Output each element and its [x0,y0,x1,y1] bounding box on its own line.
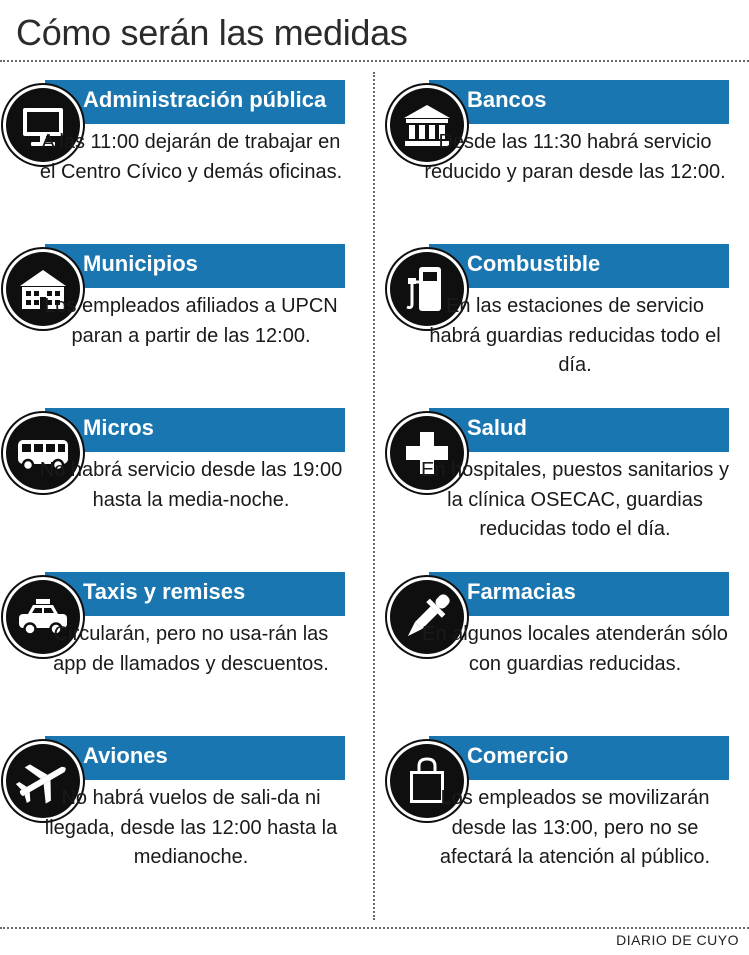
item-text: No habrá servicio desde las 19:00 hasta la media-noche. [39,459,343,511]
item-taxis [6,564,346,714]
item-micros [6,400,346,550]
item-title: Bancos [429,80,729,124]
item-farmacias [390,564,730,714]
item-title: Administración pública [45,80,345,124]
item-text: A las 11:00 dejarán de trabajar en el Centro Cívico y demás oficinas. [39,131,343,183]
item-title: Taxis y remises [45,572,345,616]
item-administracion [6,72,346,222]
item-title: Micros [45,408,345,452]
bottom-divider [0,927,749,929]
item-title: Aviones [45,736,345,780]
item-combustible [390,236,730,386]
item-text: Los empleados se movilizarán desde las 13:00, pero no se afectará la atención al público. [439,787,711,868]
page-title: Cómo serán las medidas [16,12,408,53]
item-title: Salud [429,408,729,452]
item-text: Los empleados afiliados a UPCN paran a partir de las 12:00. [44,295,338,347]
item-text: No habrá vuelos de sali-da ni llegada, desde las 12:00 hasta la medianoche. [44,787,338,868]
item-comercio [390,728,730,878]
item-text: Circularán, pero no usa-rán las app de llamados y descuentos. [53,623,329,675]
item-municipios [6,236,346,386]
item-text: En algunos locales atenderán sólo con guardias reducidas. [422,623,728,675]
item-bancos [390,72,730,222]
top-divider [0,60,749,62]
item-title: Combustible [429,244,729,288]
center-divider [373,72,375,920]
item-title: Municipios [45,244,345,288]
source-credit: DIARIO DE CUYO [616,932,739,948]
item-text: Desde las 11:30 habrá servicio reducido y paran desde las 12:00. [424,131,726,183]
item-salud [390,400,730,550]
item-text: En hospitales, puestos sanitarios y la clínica OSECAC, guardias reducidas todo el día. [421,459,729,540]
item-title: Comercio [429,736,729,780]
item-aviones [6,728,346,878]
item-title: Farmacias [429,572,729,616]
item-text: En las estaciones de servicio habrá guardias reducidas todo el día. [429,295,721,376]
